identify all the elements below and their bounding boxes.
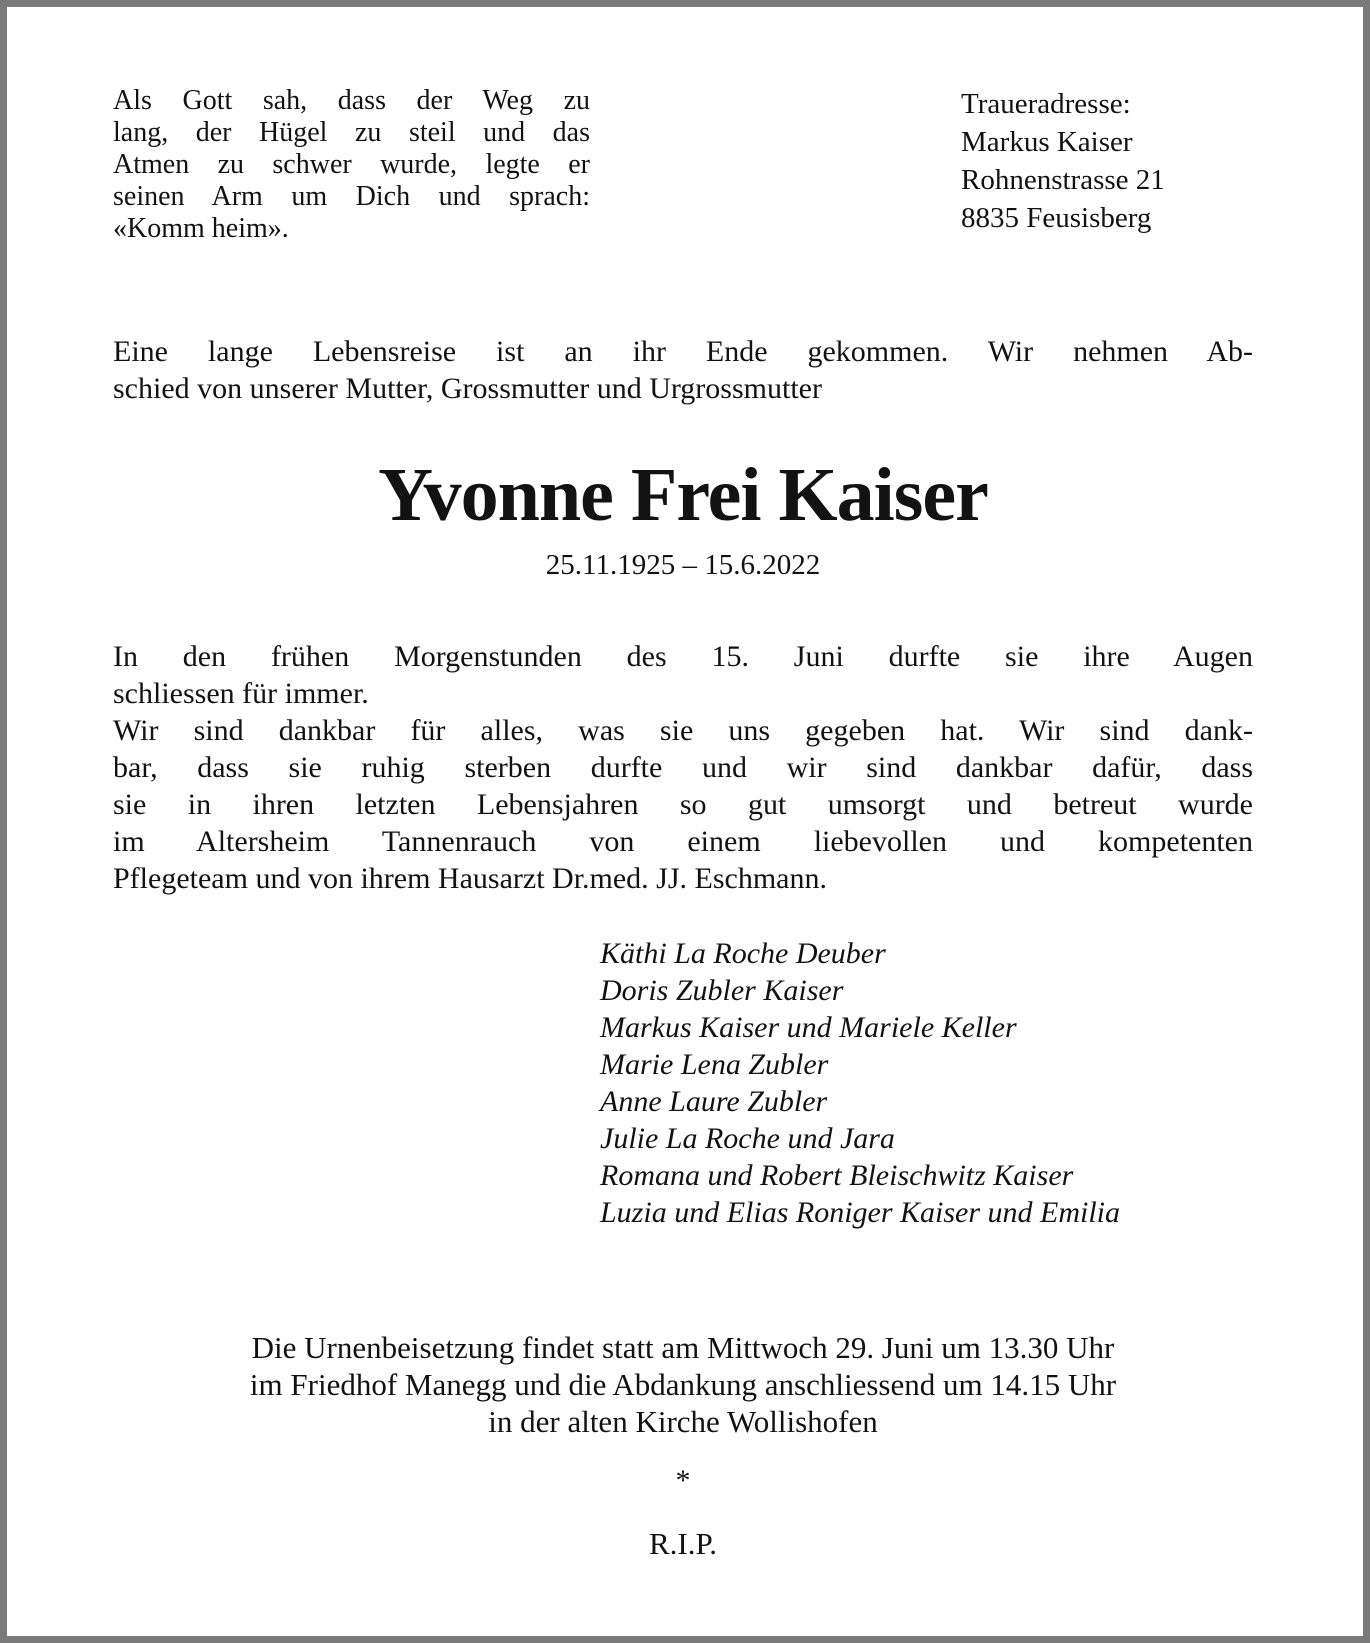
obituary-content (7, 7, 1363, 1636)
deceased-name: Yvonne Frei Kaiser (378, 453, 988, 537)
mourners-list (113, 935, 1253, 1231)
body-line: im Altersheim Tannenrauch von einem liebevollen und kompetenten (113, 825, 1253, 858)
mourner-name: Doris Zubler Kaiser (600, 974, 844, 1007)
main-paragraph (113, 638, 1253, 897)
intro-line: schied von unserer Mutter, Grossmutter und Urgrossmutter (113, 372, 822, 405)
intro-line: Eine lange Lebensreise ist an ihr Ende gekommen. Wir nehmen Ab- (113, 335, 1253, 368)
quote-line: Atmen zu schwer wurde, legte er (113, 149, 590, 180)
body-line: schliessen für immer. (113, 677, 369, 710)
quote-line: Als Gott sah, dass der Weg zu (113, 85, 590, 116)
mourner-name: Luzia und Elias Roniger Kaiser und Emilia (600, 1196, 1121, 1229)
body-line: In den frühen Morgenstunden des 15. Juni durfte sie ihre Augen (113, 640, 1253, 673)
body-line: bar, dass sie ruhig sterben durfte und wir sind dankbar dafür, dass (113, 751, 1253, 784)
body-line: Wir sind dankbar für alles, was sie uns gegeben hat. Wir sind dank- (113, 714, 1253, 747)
mourner-name: Käthi La Roche Deuber (600, 937, 886, 970)
mourner-name: Marie Lena Zubler (600, 1048, 829, 1081)
quote-line: seinen Arm um Dich und sprach: (113, 181, 590, 212)
funeral-line: in der alten Kirche Wollishofen (488, 1404, 878, 1439)
mourner-name: Markus Kaiser und Mariele Keller (600, 1011, 1017, 1044)
address-label: Traueradresse: (961, 88, 1131, 120)
mourner-name: Julie La Roche und Jara (600, 1122, 895, 1155)
life-dates: 25.11.1925 – 15.6.2022 (545, 549, 821, 581)
rip-text: R.I.P. (648, 1526, 718, 1561)
mourner-name: Anne Laure Zubler (600, 1085, 828, 1118)
funeral-line: im Friedhof Manegg und die Abdankung anschliessend um 14.15 Uhr (249, 1367, 1117, 1402)
intro-paragraph (113, 333, 1253, 407)
address-line: Markus Kaiser (961, 126, 1133, 158)
top-row (113, 85, 1253, 245)
funeral-details (113, 1329, 1253, 1440)
body-line: sie in ihren letzten Lebensjahren so gut umsorgt und betreut wurde (113, 788, 1253, 821)
address-line: Rohnenstrasse 21 (961, 164, 1165, 196)
mourning-address (961, 85, 1253, 237)
quote-line: lang, der Hügel zu steil und das (113, 117, 590, 148)
mourner-name: Romana und Robert Bleischwitz Kaiser (600, 1159, 1074, 1192)
separator-star: * (675, 1464, 691, 1497)
funeral-line: Die Urnenbeisetzung findet statt am Mittwoch 29. Juni um 13.30 Uhr (251, 1330, 1115, 1365)
address-line: 8835 Feusisberg (961, 202, 1152, 234)
body-line: Pflegeteam und von ihrem Hausarzt Dr.med. JJ. Eschmann. (113, 862, 827, 895)
quote-line: «Komm heim». (113, 213, 289, 244)
opening-quote (113, 85, 590, 245)
